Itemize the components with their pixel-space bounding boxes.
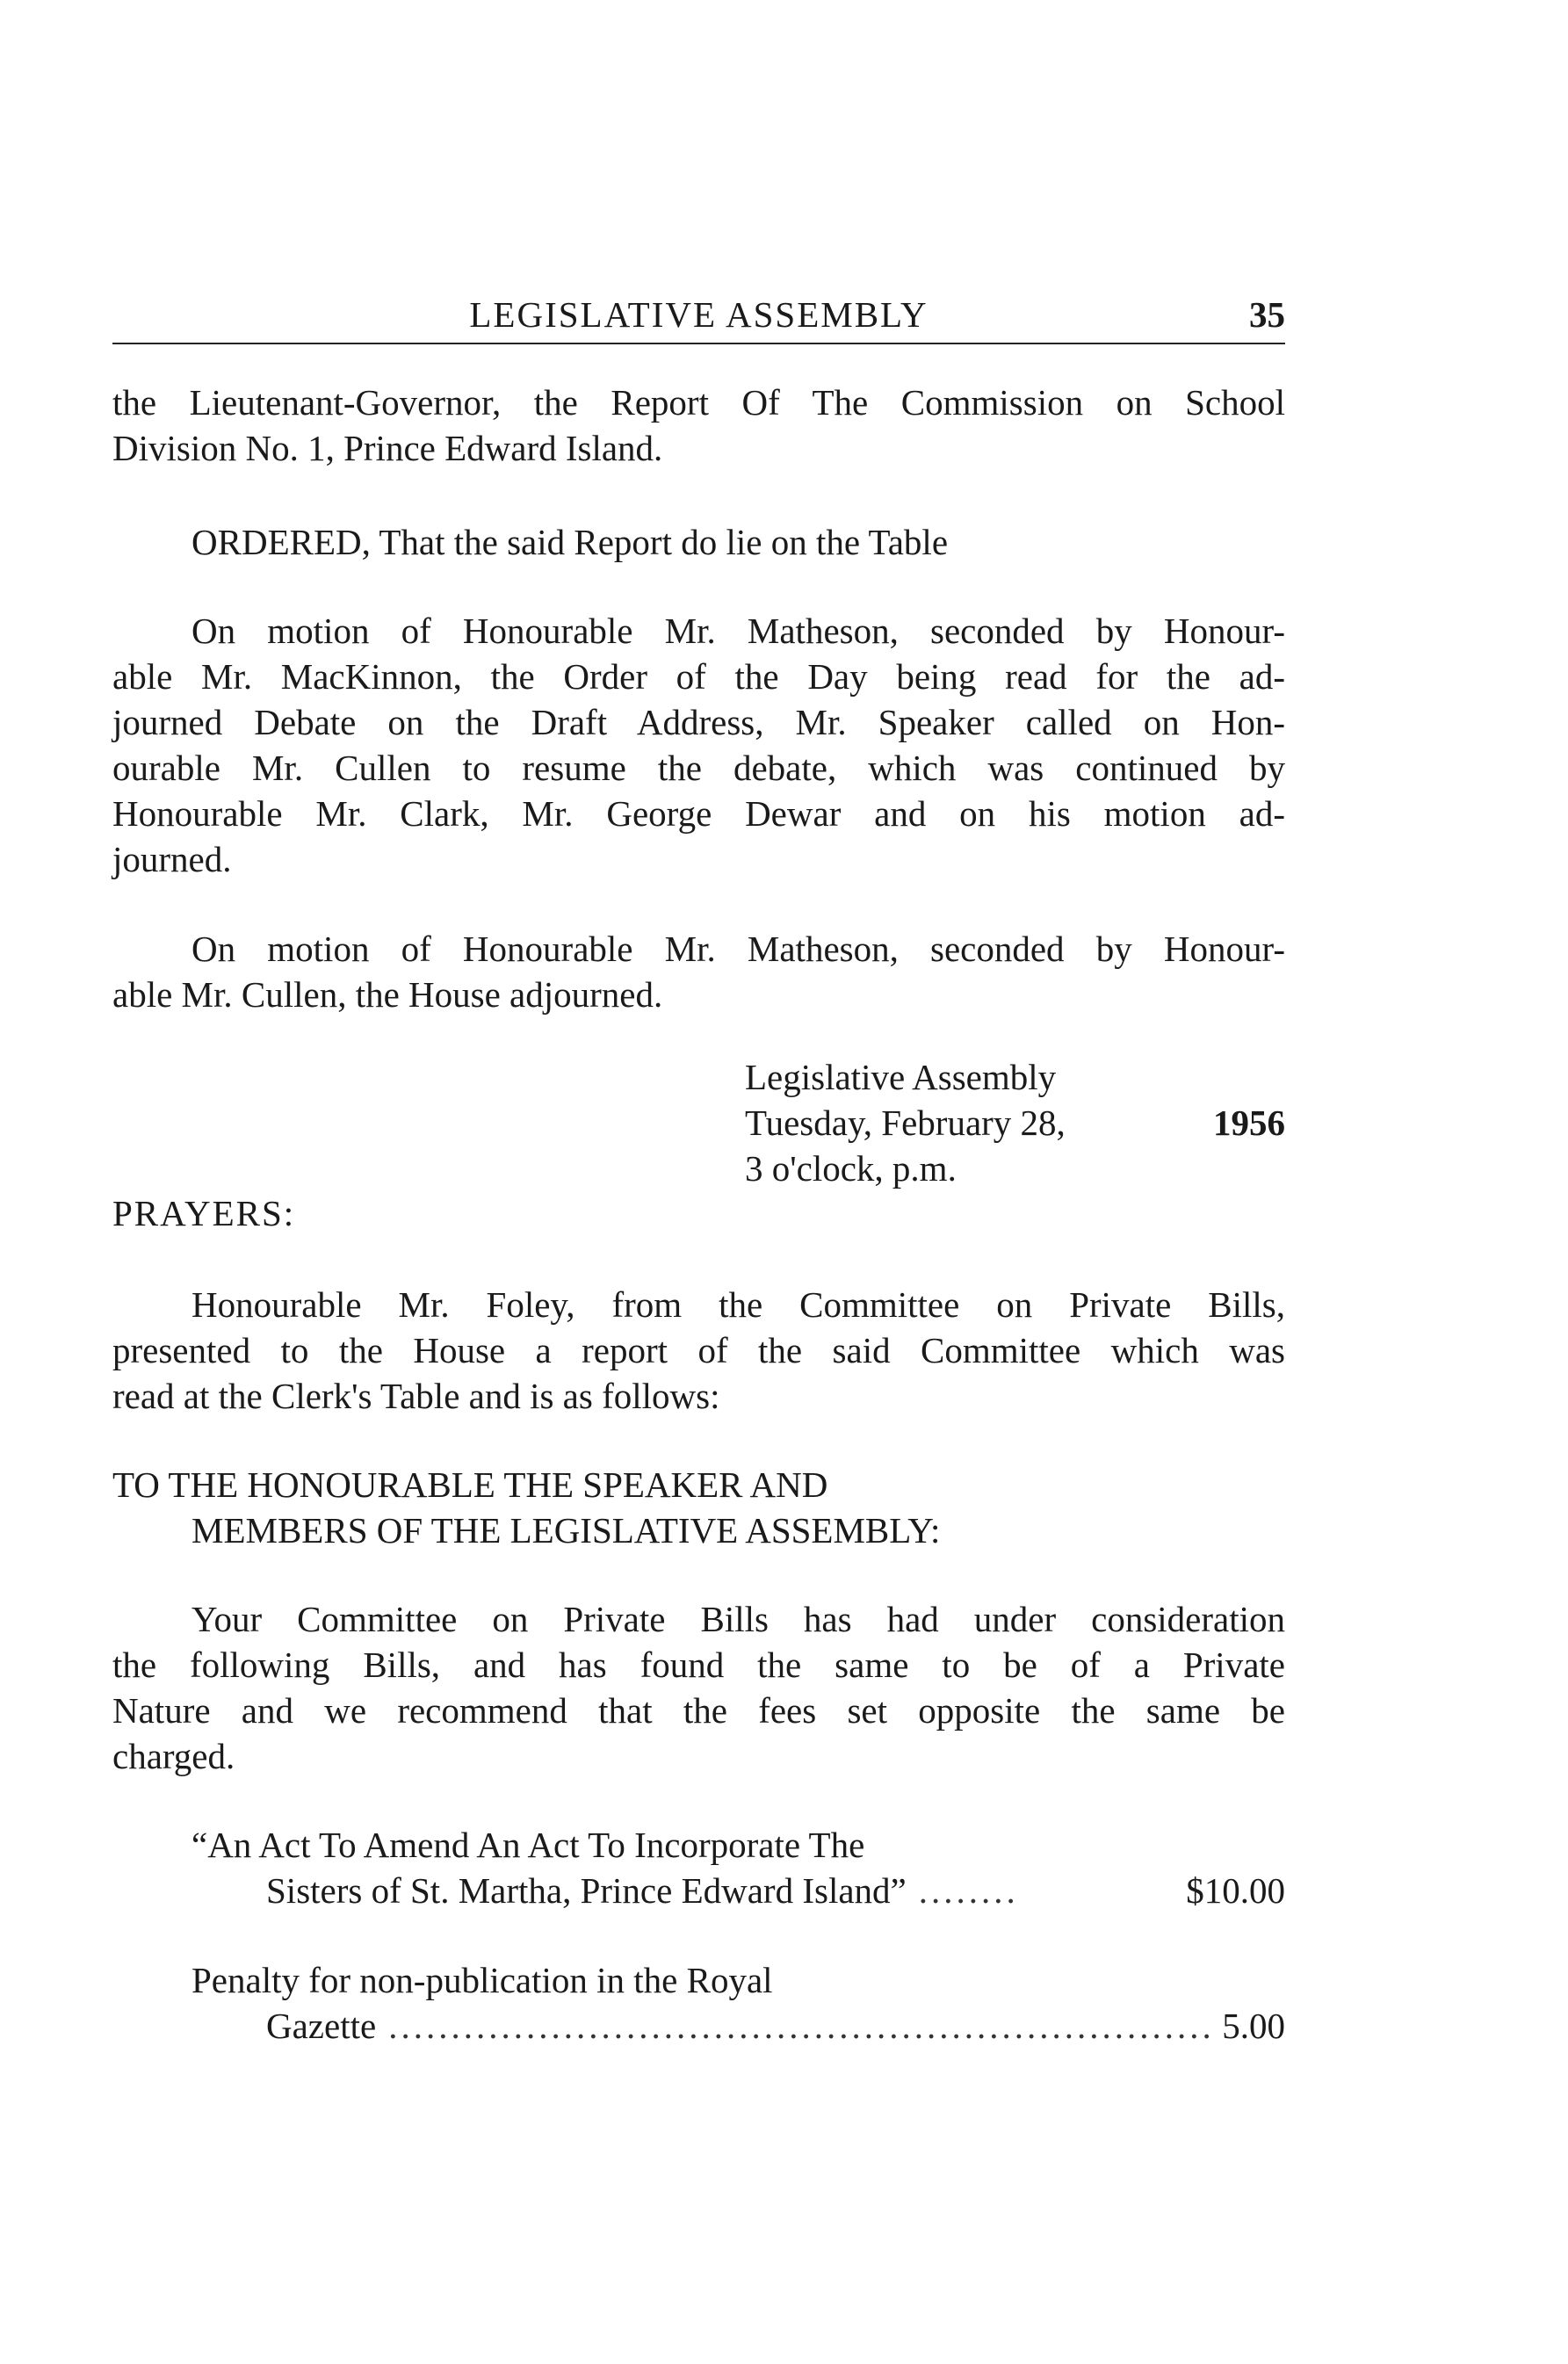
session-date: Tuesday, February 28, (745, 1102, 1066, 1143)
session-date-row (745, 1100, 1285, 1146)
fee-item-row (266, 2003, 1285, 2049)
text-line: Nature and we recommend that the fees set opposite the same be (112, 1690, 1285, 1731)
fee-description: Sisters of St. Martha, Prince Edward Island” (266, 1870, 907, 1911)
text-line: On motion of Honourable Mr. Matheson, seconded by Honour- (191, 929, 1285, 969)
text-line: On motion of Honourable Mr. Matheson, seconded by Honour- (191, 611, 1285, 651)
fee-amount: $10.00 (1186, 1870, 1285, 1911)
fee-item-line (112, 1822, 1285, 1868)
session-time: 3 o'clock, p.m. (745, 1148, 957, 1189)
fee-description: “An Act To Amend An Act To Incorporate The (191, 1825, 865, 1865)
paragraph-committee-recommendation (112, 1596, 1285, 1779)
header-title: LEGISLATIVE ASSEMBLY (469, 294, 929, 335)
text-line: Your Committee on Private Bills has had under consideration (191, 1599, 1285, 1639)
fee-item-line (112, 1957, 1285, 2003)
address-line: TO THE HONOURABLE THE SPEAKER AND (112, 1464, 828, 1505)
text-line: read at the Clerk's Table and is as follows: (112, 1376, 720, 1416)
text-line: ourable Mr. Cullen to resume the debate, which was continued by (112, 748, 1285, 788)
text-line: able Mr. Cullen, the House adjourned. (112, 974, 663, 1015)
text-line: able Mr. MacKinnon, the Order of the Day being read for the ad- (112, 656, 1285, 697)
text-line: Honourable Mr. Clark, Mr. George Dewar and on his motion ad- (112, 793, 1285, 834)
address-heading (112, 1462, 1285, 1553)
dot-leader (388, 2003, 1210, 2049)
text-line: the Lieutenant-Governor, the Report Of The Commission on School (112, 382, 1285, 423)
session-place: Legislative Assembly (745, 1057, 1057, 1097)
dot-leader (919, 1868, 1015, 1913)
session-heading (745, 1054, 1285, 1191)
paragraph-ordered (112, 519, 1285, 565)
fee-description: Penalty for non-publication in the Royal (191, 1960, 773, 2000)
text-line: journed Debate on the Draft Address, Mr. Speaker called on Hon- (112, 702, 1285, 742)
running-header (112, 290, 1285, 344)
paragraph-committee-report (112, 1282, 1285, 1419)
page-number: 35 (1249, 294, 1285, 335)
fee-item-row (266, 1868, 1285, 1913)
session-year: 1956 (1213, 1102, 1285, 1143)
paragraph-adjournment (112, 926, 1285, 1017)
text-line: charged. (112, 1736, 235, 1776)
paragraph-report-continuation (112, 380, 1285, 471)
paragraph-debate-motion (112, 608, 1285, 882)
text-line: the following Bills, and has found the same to be of a Private (112, 1645, 1285, 1685)
fee-description: Gazette (266, 2006, 377, 2046)
text-line: Honourable Mr. Foley, from the Committee on Private Bills, (191, 1284, 1285, 1325)
text-line: presented to the House a report of the said Committee which was (112, 1330, 1285, 1370)
prayers-heading: PRAYERS: (112, 1193, 296, 1233)
text-line: ORDERED, That the said Report do lie on the Table (191, 522, 949, 562)
address-line: MEMBERS OF THE LEGISLATIVE ASSEMBLY: (191, 1510, 941, 1551)
text-line: journed. (112, 839, 232, 879)
text-line: Division No. 1, Prince Edward Island. (112, 428, 663, 468)
fee-amount: 5.00 (1222, 2006, 1285, 2046)
